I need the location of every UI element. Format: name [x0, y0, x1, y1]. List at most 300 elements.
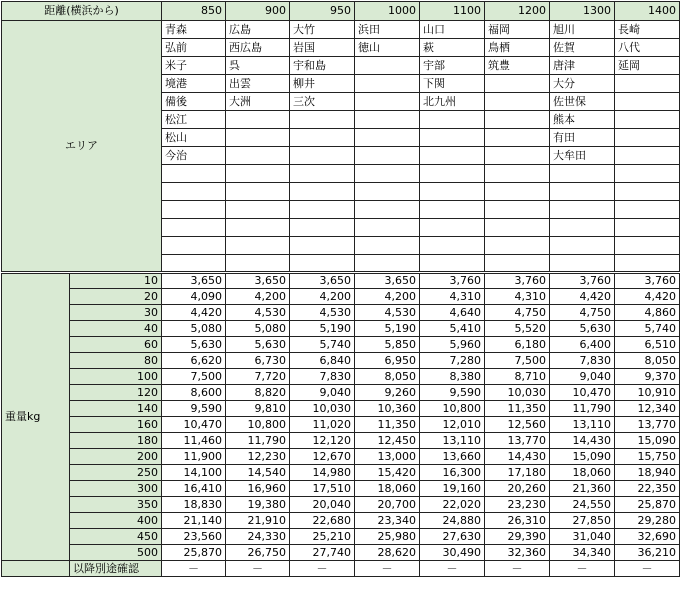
price-cell: 12,450: [355, 433, 420, 449]
price-cell: 12,340: [615, 401, 680, 417]
area-cell: [226, 237, 290, 255]
price-cell: 10,030: [290, 401, 355, 417]
area-cell: 八代: [615, 39, 680, 57]
price-cell: 4,310: [420, 289, 485, 305]
price-cell: 7,500: [162, 369, 226, 385]
area-cell: [162, 219, 226, 237]
price-cell: 8,600: [162, 385, 226, 401]
distance-column-header: 1300: [550, 2, 615, 21]
area-cell: [420, 219, 485, 237]
area-cell: 柳井: [290, 75, 355, 93]
price-cell: 6,730: [226, 353, 290, 369]
area-cell: 宇部: [420, 57, 485, 75]
price-cell: 5,850: [355, 337, 420, 353]
area-cell: 山口: [420, 21, 485, 39]
area-cell: 筑豊: [485, 57, 550, 75]
price-cell: 15,420: [355, 465, 420, 481]
area-cell: [485, 75, 550, 93]
price-cell: 13,660: [420, 449, 485, 465]
price-cell: 8,050: [615, 353, 680, 369]
price-cell: 5,740: [290, 337, 355, 353]
price-cell: 4,530: [226, 305, 290, 321]
price-cell: 16,410: [162, 481, 226, 497]
price-cell: 5,630: [226, 337, 290, 353]
price-cell: 25,870: [615, 497, 680, 513]
price-cell: 12,120: [290, 433, 355, 449]
area-cell: [290, 129, 355, 147]
area-cell: [420, 255, 485, 273]
area-cell: [420, 129, 485, 147]
footer-dash-cell: －: [355, 561, 420, 577]
price-cell: 15,090: [615, 433, 680, 449]
area-cell: [615, 93, 680, 111]
price-cell: 10,800: [420, 401, 485, 417]
price-cell: 20,260: [485, 481, 550, 497]
price-cell: 26,750: [226, 545, 290, 561]
area-cell: 三次: [290, 93, 355, 111]
price-cell: 12,230: [226, 449, 290, 465]
area-cell: [420, 201, 485, 219]
price-cell: 23,230: [485, 497, 550, 513]
footer-dash-cell: －: [226, 561, 290, 577]
price-cell: 4,420: [550, 289, 615, 305]
weight-row: [2, 353, 680, 369]
price-cell: 29,280: [615, 513, 680, 529]
area-cell: [290, 219, 355, 237]
weight-value: 120: [70, 385, 162, 401]
price-cell: 7,280: [420, 353, 485, 369]
area-cell: [355, 93, 420, 111]
area-row: [2, 21, 680, 39]
price-cell: 5,190: [355, 321, 420, 337]
price-cell: 16,960: [226, 481, 290, 497]
area-cell: [485, 165, 550, 183]
distance-column-header: 1200: [485, 2, 550, 21]
price-cell: 4,420: [162, 305, 226, 321]
area-cell: [290, 237, 355, 255]
area-cell: 大洲: [226, 93, 290, 111]
area-cell: [162, 201, 226, 219]
price-cell: 10,800: [226, 417, 290, 433]
price-cell: 15,090: [550, 449, 615, 465]
weight-value: 160: [70, 417, 162, 433]
area-cell: [615, 129, 680, 147]
price-cell: 22,020: [420, 497, 485, 513]
price-cell: 18,940: [615, 465, 680, 481]
price-cell: 5,080: [162, 321, 226, 337]
price-cell: 5,630: [162, 337, 226, 353]
price-cell: 17,510: [290, 481, 355, 497]
area-cell: 唐津: [550, 57, 615, 75]
area-cell: [615, 219, 680, 237]
price-cell: 14,980: [290, 465, 355, 481]
price-cell: 8,380: [420, 369, 485, 385]
area-cell: [550, 165, 615, 183]
area-cell: [226, 111, 290, 129]
price-cell: 9,040: [290, 385, 355, 401]
price-cell: 21,140: [162, 513, 226, 529]
area-cell: [420, 237, 485, 255]
price-cell: 13,000: [355, 449, 420, 465]
area-cell: [485, 237, 550, 255]
weight-row: [2, 417, 680, 433]
area-cell: 浜田: [355, 21, 420, 39]
weight-row: [2, 497, 680, 513]
weight-row: [2, 273, 680, 289]
price-cell: 5,080: [226, 321, 290, 337]
distance-header: 距離(横浜から): [2, 2, 162, 21]
area-cell: [290, 183, 355, 201]
weight-label: 重量kg: [2, 273, 70, 561]
price-cell: 32,360: [485, 545, 550, 561]
weight-row: [2, 401, 680, 417]
area-cell: [162, 165, 226, 183]
price-cell: 22,350: [615, 481, 680, 497]
weight-value: 30: [70, 305, 162, 321]
price-cell: 4,200: [355, 289, 420, 305]
area-cell: 松江: [162, 111, 226, 129]
price-cell: 10,030: [485, 385, 550, 401]
price-cell: 3,650: [162, 273, 226, 289]
area-cell: [226, 219, 290, 237]
price-cell: 4,200: [290, 289, 355, 305]
price-cell: 11,900: [162, 449, 226, 465]
area-cell: 松山: [162, 129, 226, 147]
price-cell: 23,340: [355, 513, 420, 529]
price-cell: 25,210: [290, 529, 355, 545]
footer-dash-cell: －: [485, 561, 550, 577]
price-cell: 4,310: [485, 289, 550, 305]
area-cell: 青森: [162, 21, 226, 39]
weight-value: 40: [70, 321, 162, 337]
weight-value: 500: [70, 545, 162, 561]
price-cell: 4,640: [420, 305, 485, 321]
weight-value: 10: [70, 273, 162, 289]
price-cell: 12,010: [420, 417, 485, 433]
price-cell: 12,560: [485, 417, 550, 433]
price-cell: 28,620: [355, 545, 420, 561]
area-cell: 大分: [550, 75, 615, 93]
price-cell: 27,850: [550, 513, 615, 529]
price-cell: 20,700: [355, 497, 420, 513]
area-cell: [550, 201, 615, 219]
price-cell: 23,560: [162, 529, 226, 545]
area-cell: [355, 237, 420, 255]
area-cell: [550, 255, 615, 273]
price-cell: 3,760: [420, 273, 485, 289]
price-cell: 9,590: [162, 401, 226, 417]
area-cell: [162, 237, 226, 255]
price-cell: 11,790: [226, 433, 290, 449]
footer-dash-cell: －: [290, 561, 355, 577]
price-cell: 14,540: [226, 465, 290, 481]
area-cell: [420, 111, 485, 129]
price-cell: 3,650: [226, 273, 290, 289]
price-cell: 6,510: [615, 337, 680, 353]
price-cell: 11,350: [485, 401, 550, 417]
price-cell: 32,690: [615, 529, 680, 545]
distance-column-header: 1100: [420, 2, 485, 21]
price-cell: 18,060: [355, 481, 420, 497]
distance-column-header: 1000: [355, 2, 420, 21]
area-cell: [162, 255, 226, 273]
price-cell: 9,040: [550, 369, 615, 385]
area-cell: [355, 75, 420, 93]
price-cell: 4,090: [162, 289, 226, 305]
area-cell: [485, 111, 550, 129]
price-cell: 11,790: [550, 401, 615, 417]
price-cell: 7,500: [485, 353, 550, 369]
area-cell: [550, 237, 615, 255]
price-cell: 3,760: [485, 273, 550, 289]
area-cell: [226, 147, 290, 165]
footer-label: 以降別途確認: [70, 561, 162, 577]
distance-column-header: 1400: [615, 2, 680, 21]
footer-dash-cell: －: [162, 561, 226, 577]
weight-value: 180: [70, 433, 162, 449]
area-cell: 大竹: [290, 21, 355, 39]
area-cell: [420, 165, 485, 183]
price-cell: 6,400: [550, 337, 615, 353]
price-cell: 11,350: [355, 417, 420, 433]
price-cell: 36,210: [615, 545, 680, 561]
footer-dash-cell: －: [420, 561, 485, 577]
price-cell: 27,630: [420, 529, 485, 545]
weight-value: 20: [70, 289, 162, 305]
weight-value: 250: [70, 465, 162, 481]
area-cell: [355, 111, 420, 129]
price-cell: 5,960: [420, 337, 485, 353]
area-cell: [226, 201, 290, 219]
price-cell: 10,470: [162, 417, 226, 433]
header-row: [2, 2, 680, 21]
area-cell: [550, 183, 615, 201]
footer-row: [2, 561, 680, 577]
price-cell: 10,360: [355, 401, 420, 417]
price-cell: 13,770: [485, 433, 550, 449]
area-cell: [355, 147, 420, 165]
area-cell: 備後: [162, 93, 226, 111]
area-cell: [615, 201, 680, 219]
price-cell: 18,060: [550, 465, 615, 481]
price-cell: 9,370: [615, 369, 680, 385]
price-cell: 24,550: [550, 497, 615, 513]
footer-blank-cell: [2, 561, 70, 577]
price-cell: 9,260: [355, 385, 420, 401]
area-cell: [615, 165, 680, 183]
distance-column-header: 900: [226, 2, 290, 21]
price-cell: 9,590: [420, 385, 485, 401]
area-cell: [615, 147, 680, 165]
area-cell: [615, 183, 680, 201]
area-cell: 長崎: [615, 21, 680, 39]
price-cell: 21,360: [550, 481, 615, 497]
price-cell: 19,160: [420, 481, 485, 497]
price-cell: 21,910: [226, 513, 290, 529]
price-cell: 14,430: [550, 433, 615, 449]
area-cell: [355, 165, 420, 183]
area-cell: 今治: [162, 147, 226, 165]
area-cell: [485, 255, 550, 273]
price-cell: 6,620: [162, 353, 226, 369]
weight-value: 450: [70, 529, 162, 545]
area-cell: [420, 147, 485, 165]
price-cell: 6,840: [290, 353, 355, 369]
price-cell: 5,410: [420, 321, 485, 337]
distance-column-header: 950: [290, 2, 355, 21]
area-cell: [615, 237, 680, 255]
price-cell: 13,110: [550, 417, 615, 433]
price-cell: 5,190: [290, 321, 355, 337]
area-cell: [226, 129, 290, 147]
area-cell: [485, 201, 550, 219]
price-cell: 5,630: [550, 321, 615, 337]
price-cell: 3,650: [290, 273, 355, 289]
price-cell: 25,870: [162, 545, 226, 561]
price-cell: 6,180: [485, 337, 550, 353]
area-cell: 出雲: [226, 75, 290, 93]
price-cell: 10,910: [615, 385, 680, 401]
price-cell: 5,520: [485, 321, 550, 337]
price-cell: 4,530: [355, 305, 420, 321]
weight-row: [2, 529, 680, 545]
distance-column-header: 850: [162, 2, 226, 21]
area-cell: [226, 183, 290, 201]
price-cell: 14,100: [162, 465, 226, 481]
area-cell: 北九州: [420, 93, 485, 111]
price-cell: 18,830: [162, 497, 226, 513]
price-cell: 34,340: [550, 545, 615, 561]
area-cell: 広島: [226, 21, 290, 39]
weight-row: [2, 513, 680, 529]
price-cell: 13,770: [615, 417, 680, 433]
weight-value: 350: [70, 497, 162, 513]
weight-value: 60: [70, 337, 162, 353]
price-cell: 3,760: [615, 273, 680, 289]
price-cell: 22,680: [290, 513, 355, 529]
weight-row: [2, 305, 680, 321]
area-cell: [355, 201, 420, 219]
area-cell: 米子: [162, 57, 226, 75]
area-cell: [226, 255, 290, 273]
area-cell: 旭川: [550, 21, 615, 39]
price-cell: 5,740: [615, 321, 680, 337]
area-cell: [162, 183, 226, 201]
area-cell: [290, 201, 355, 219]
area-cell: [485, 219, 550, 237]
area-cell: [485, 129, 550, 147]
price-cell: 27,740: [290, 545, 355, 561]
area-cell: [615, 75, 680, 93]
footer-dash-cell: －: [550, 561, 615, 577]
area-cell: [485, 183, 550, 201]
area-cell: 萩: [420, 39, 485, 57]
price-cell: 15,750: [615, 449, 680, 465]
area-cell: 延岡: [615, 57, 680, 75]
area-cell: [355, 255, 420, 273]
price-cell: 24,330: [226, 529, 290, 545]
area-cell: 大牟田: [550, 147, 615, 165]
weight-row: [2, 385, 680, 401]
price-cell: 12,670: [290, 449, 355, 465]
shipping-rate-table: [1, 1, 680, 577]
area-cell: 岩国: [290, 39, 355, 57]
price-cell: 3,760: [550, 273, 615, 289]
area-cell: [290, 111, 355, 129]
price-cell: 31,040: [550, 529, 615, 545]
area-cell: 弘前: [162, 39, 226, 57]
area-cell: [485, 147, 550, 165]
price-cell: 19,380: [226, 497, 290, 513]
weight-row: [2, 449, 680, 465]
area-cell: 宇和島: [290, 57, 355, 75]
weight-value: 80: [70, 353, 162, 369]
area-label: エリア: [2, 21, 162, 273]
price-cell: 9,810: [226, 401, 290, 417]
area-cell: [355, 183, 420, 201]
area-cell: [290, 165, 355, 183]
area-cell: [290, 255, 355, 273]
price-cell: 8,820: [226, 385, 290, 401]
price-cell: 4,750: [550, 305, 615, 321]
area-cell: 佐賀: [550, 39, 615, 57]
area-cell: [355, 57, 420, 75]
weight-row: [2, 433, 680, 449]
area-cell: 呉: [226, 57, 290, 75]
price-cell: 4,420: [615, 289, 680, 305]
price-cell: 11,020: [290, 417, 355, 433]
price-cell: 11,460: [162, 433, 226, 449]
weight-row: [2, 369, 680, 385]
area-cell: [550, 219, 615, 237]
area-cell: 境港: [162, 75, 226, 93]
price-cell: 7,720: [226, 369, 290, 385]
price-cell: 25,980: [355, 529, 420, 545]
area-cell: [226, 165, 290, 183]
area-cell: 有田: [550, 129, 615, 147]
price-cell: 6,950: [355, 353, 420, 369]
price-cell: 17,180: [485, 465, 550, 481]
price-cell: 4,860: [615, 305, 680, 321]
area-cell: 徳山: [355, 39, 420, 57]
price-cell: 24,880: [420, 513, 485, 529]
area-cell: 下関: [420, 75, 485, 93]
area-cell: 西広島: [226, 39, 290, 57]
price-cell: 20,040: [290, 497, 355, 513]
price-cell: 8,710: [485, 369, 550, 385]
price-cell: 7,830: [550, 353, 615, 369]
weight-value: 300: [70, 481, 162, 497]
footer-dash-cell: －: [615, 561, 680, 577]
price-cell: 29,390: [485, 529, 550, 545]
weight-value: 200: [70, 449, 162, 465]
price-cell: 7,830: [290, 369, 355, 385]
weight-row: [2, 481, 680, 497]
weight-value: 400: [70, 513, 162, 529]
area-cell: [290, 147, 355, 165]
price-cell: 4,750: [485, 305, 550, 321]
weight-row: [2, 337, 680, 353]
price-cell: 16,300: [420, 465, 485, 481]
weight-row: [2, 321, 680, 337]
area-cell: [420, 183, 485, 201]
price-cell: 10,470: [550, 385, 615, 401]
price-cell: 4,200: [226, 289, 290, 305]
price-cell: 30,490: [420, 545, 485, 561]
weight-value: 140: [70, 401, 162, 417]
price-cell: 3,650: [355, 273, 420, 289]
weight-row: [2, 545, 680, 561]
